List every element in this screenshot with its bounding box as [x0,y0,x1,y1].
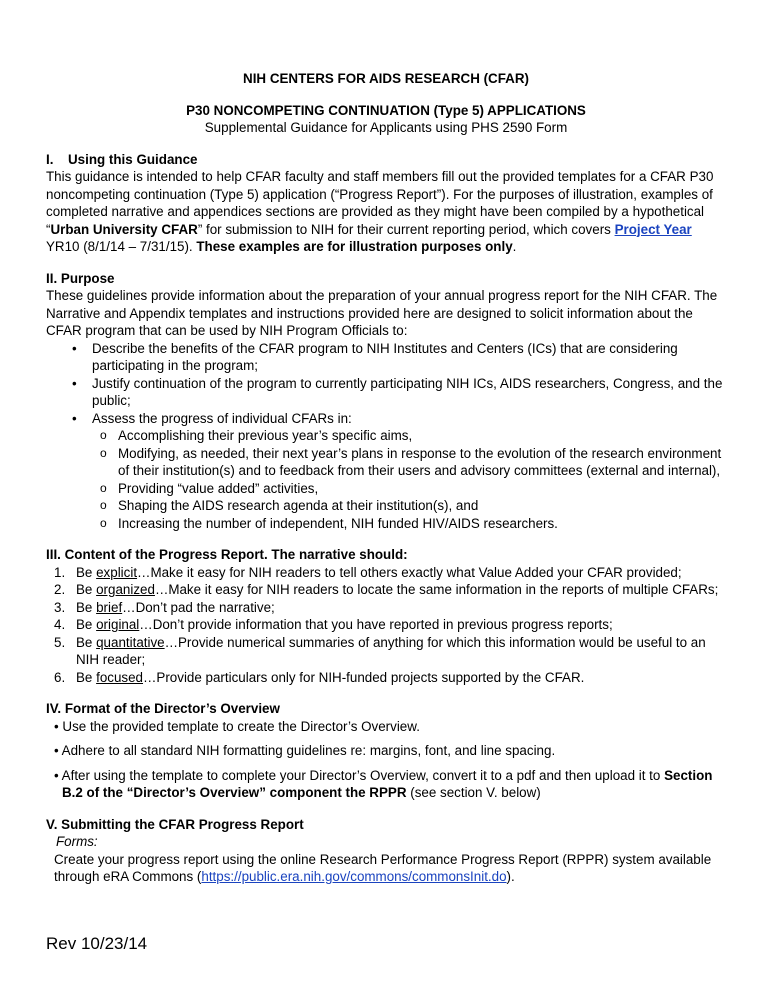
urban-university-bold: Urban University CFAR [50,221,198,237]
list-item: 3. Be brief…Don’t pad the narrative; [54,599,275,615]
section-heading: IV. Format of the Director’s Overview [46,701,280,716]
section-paragraph: These guidelines provide information about the preparation of your annual progress report for the NIH CFAR. The Narrative and Appendix templates and instructions provided here are designed to solicit information about the CFAR program that can be used by NIH Program Officials to: [46,288,718,338]
revision-date: Rev 10/23/14 [46,934,148,953]
list-item: o Modifying, as needed, their next year’s plans in response to the evolution of the research environment of their institution(s) and to feedback from their users and advisory committees (external and internal), [46,445,726,480]
list-item: 2. Be organized…Make it easy for NIH readers to locate the same information in the reports of multiple CFARs; [54,582,719,597]
list-item: 5. Be quantitative…Provide numerical summaries of anything for which this information would be useful to an NIH reader; [54,634,706,667]
section-paragraph: Create your progress report using the online Research Performance Progress Report (RPPR) system available through eRA Commons (https://public.era.nih.gov/commons/commonsInit.do). [54,851,712,884]
section-heading: V. Submitting the CFAR Progress Report [46,816,304,832]
illustration-note: These examples are for illustration purposes only [196,239,513,254]
section-using-guidance [46,151,726,256]
section-submitting [46,816,726,886]
content-numbered-list [46,564,726,687]
list-item: • Assess the progress of individual CFARs in: o Accomplishing their previous year’s specific aims, o Modifying, as needed, their next year’s plans in response to the evolution of the research environment of their institution(s) and to feedback from their users and advisory committees (external and internal), o Providing “value added” activities, o Shaping the AIDS research agenda at their institution(s), and o Increasing the number of independent, NIH funded HIV/AIDS researchers. [46,410,726,533]
section-heading: III. Content of the Progress Report. The narrative should: [46,547,408,562]
list-item: o Providing “value added” activities, [46,480,726,498]
list-item: o Accomplishing their previous year’s specific aims, [46,427,726,445]
list-item: • Describe the benefits of the CFAR program to NIH Institutes and Centers (ICs) that are considering participating in the program; [46,340,726,375]
document-title: NIH CENTERS FOR AIDS RESEARCH (CFAR) [243,71,529,86]
document-subtitle-2: Supplemental Guidance for Applicants using PHS 2590 Form [204,120,568,135]
format-item: • Adhere to all standard NIH formatting guidelines re: margins, font, and line spacing. [54,743,556,758]
era-commons-link[interactable]: https://public.era.nih.gov/commons/commonsInit.do [201,869,507,884]
purpose-bullet-list [46,340,726,533]
section-heading: I. Using this Guidance [46,151,198,167]
section-paragraph: This guidance is intended to help CFAR faculty and staff members fill out the provided templates for a CFAR P30 noncompeting continuation (Type 5) application (“Progress Report”). For the purposes of illustration, examples of completed narrative and appendices sections are provided as they might have been compiled by a hypothetical “Urban University CFAR” for submission to NIH for their current reporting period, which covers Project Year YR10 (8/1/14 – 7/31/15). These examples are for illustration purposes only. [46,169,714,254]
list-item: 4. Be original…Don’t provide information that you have reported in previous progress reports; [54,617,613,632]
document-subtitle: P30 NONCOMPETING CONTINUATION (Type 5) APPLICATIONS [186,102,586,118]
format-item: • After using the template to complete your Director’s Overview, convert it to a pdf and then upload it to Section B.2 of the “Director’s Overview” component the RPPR (see section V. below) [54,767,713,800]
section-heading: II. Purpose [46,270,115,286]
section-content [46,546,726,686]
list-item: o Increasing the number of independent, NIH funded HIV/AIDS researchers. [46,515,726,533]
forms-label: Forms: [56,834,98,849]
document-page [46,70,726,886]
section-purpose [46,270,726,533]
list-item: 1. Be explicit…Make it easy for NIH readers to tell others exactly what Value Added your CFAR provided; [54,564,682,580]
section-format [46,700,726,802]
list-item: • Justify continuation of the program to currently participating NIH ICs, AIDS researchers, Congress, and the public; [46,375,726,410]
list-item: 6. Be focused…Provide particulars only for NIH-funded projects supported by the CFAR. [54,669,585,685]
assess-sub-list [92,427,726,532]
format-item: • Use the provided template to create the Director’s Overview. [54,718,420,734]
list-item: o Shaping the AIDS research agenda at their institution(s), and [46,497,726,515]
project-year-link[interactable]: Project Year [614,221,692,237]
